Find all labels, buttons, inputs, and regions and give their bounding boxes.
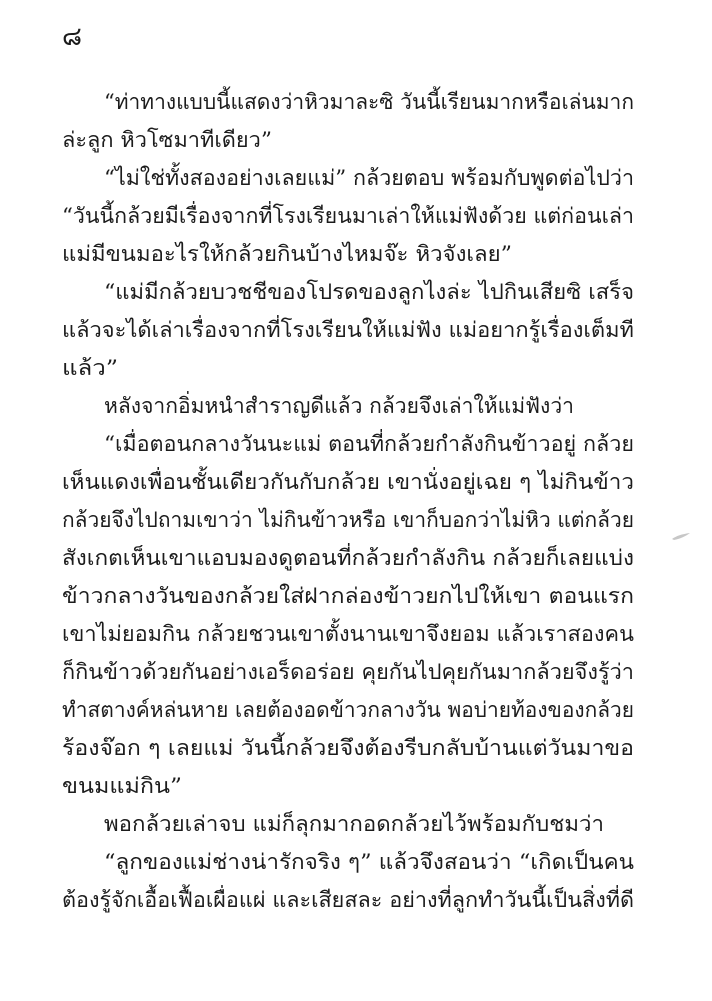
text-line: เห็นแดงเพื่อนชั้นเดียวกันกับกล้วย เขานั่งอยู่เฉย ๆ ไม่กินข้าว — [62, 470, 634, 495]
text-line: ขนมแม่กิน” — [62, 774, 182, 799]
text-line: “ไม่ใช่ทั้งสองอย่างเลยแม่” กล้วยตอบ พร้อมกับพูดต่อไปว่า — [104, 166, 635, 191]
text-line: ทำสตางค์หล่นหาย เลยต้องอดข้าวกลางวัน พอบ่ายท้องของกล้วย — [62, 698, 635, 723]
text-line: กล้วยจึงไปถามเขาว่า ไม่กินข้าวหรือ เขาก็บอกว่าไม่หิว แต่กล้วย — [62, 508, 635, 533]
text-line: เขาไม่ยอมกิน กล้วยชวนเขาตั้งนานเขาจึงยอม แล้วเราสองคน — [62, 622, 634, 647]
text-line: ร้องจ๊อก ๆ เลยแม่ วันนี้กล้วยจึงต้องรีบกลับบ้านแต่วันมาขอ — [62, 736, 635, 761]
text-line: ล่ะลูก หิวโซมาทีเดียว” — [62, 128, 273, 153]
page-number: ๘ — [62, 22, 84, 52]
text-line: แล้วจะได้เล่าเรื่องจากที่โรงเรียนให้แม่ฟัง แม่อยากรู้เรื่องเต็มที — [62, 318, 634, 343]
text-line: ข้าวกลางวันของกล้วยใส่ฝากล่องข้าวยกไปให้เขา ตอนแรก — [62, 584, 635, 609]
text-line: “เมื่อตอนกลางวันนะแม่ ตอนที่กล้วยกำลังกินข้าวอยู่ กล้วย — [104, 432, 634, 457]
text-line: ต้องรู้จักเอื้อเฟื้อเผื่อแผ่ และเสียสละ อย่างที่ลูกทำวันนี้เป็นสิ่งที่ดี — [62, 888, 635, 913]
text-line: แล้ว” — [62, 356, 119, 381]
text-line: “ลูกของแม่ช่างน่ารักจริง ๆ” แล้วจึงสอนว่า “เกิดเป็นคน — [104, 850, 634, 875]
text-line: พอกล้วยเล่าจบ แม่ก็ลุกมากอดกล้วยไว้พร้อมกับชมว่า — [104, 812, 605, 837]
text-line: สังเกตเห็นเขาแอบมองดูตอนที่กล้วยกำลังกิน กล้วยก็เลยแบ่ง — [62, 546, 635, 571]
text-line: “แม่มีกล้วยบวชชีของโปรดของลูกไงล่ะ ไปกินเสียซิ เสร็จ — [104, 280, 635, 305]
text-line: ก็กินข้าวด้วยกันอย่างเอร็ดอร่อย คุยกันไปคุยกันมากล้วยจึงรู้ว่า — [62, 660, 634, 685]
text-line: แม่มีขนมอะไรให้กล้วยกินบ้างไหมจ๊ะ หิวจังเลย” — [62, 242, 512, 267]
text-line: หลังจากอิ่มหนำสำราญดีแล้ว กล้วยจึงเล่าให้แม่ฟังว่า — [104, 394, 574, 419]
text-line: “ท่าทางแบบนี้แสดงว่าหิวมาละซิ วันนี้เรียนมากหรือเล่นมาก — [104, 90, 635, 115]
scan-speck — [670, 530, 692, 542]
text-line: “วันนี้กล้วยมีเรื่องจากที่โรงเรียนมาเล่าให้แม่ฟังด้วย แต่ก่อนเล่า — [62, 204, 635, 229]
